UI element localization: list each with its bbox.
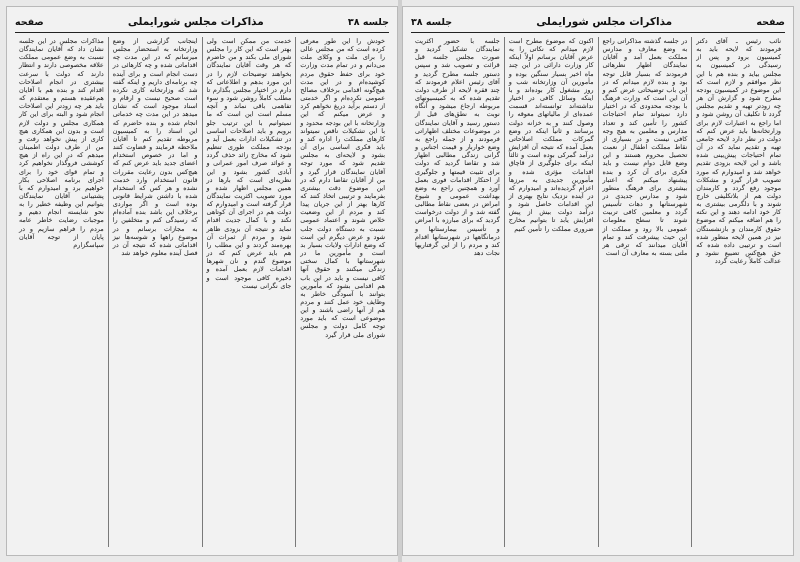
right-page-section-label: صفحه <box>756 16 785 28</box>
left-column-1: خودش را این طور معرفی کرده است که من مجلس عالی را برای ملت و وکلای ملت می‌دانم و در تمام مدت وزارت خود برای حفظ حقوق مردم کوشیده‌ام و در این مدت هیچ‌گونه اقدامی برخلاف مصالح عمومی نکرده‌ام و اگر خدمتی از دستم برآید دریغ نخواهم کرد و عرض میکنم که این وزارتخانه با این بودجه محدود و با این تشکیلات ناقص نمیتواند کارهای مملکت را اداره کند و باید فکری اساسی برای آن بشود و لایحه‌ای به مجلس تقدیم شود که مورد توجه آقایان نمایندگان قرار گیرد و من از آقایان تقاضا دارم که در این موضوع دقت بیشتری بفرمایند و ترتیبی اتخاذ کنند که کارها بهتر از این جریان پیدا کند و مردم از این وضعیت خلاص شوند و اعتماد عمومی نسبت به دستگاه دولت جلب شود و عرض دیگرم این است که وضع ادارات ولایات بسیار بد است و مأمورین ما در شهرستانها با کمال سختی زندگی میکنند و حقوق آنها کافی نیست و باید در این باب هم اقدامی بشود که مأمورین بتوانند با آسودگی خاطر به وظایف خود عمل کنند و مردم هم از آنها راضی باشند و این موضوعی است که باید مورد توجه کامل دولت و مجلس شورای ملی قرار گیرد <box>300 37 385 339</box>
left-page-header <box>15 13 389 31</box>
right-page-header <box>411 13 785 31</box>
left-page-title: مذاکرات مجلس شورایملی <box>127 16 264 28</box>
right-column-4: جلسه با حضور اکثریت نمایندگان تشکیل گردید و صورت مجلس جلسه قبل قرائت و تصویب شد و سپس دستور جلسه مطرح گردید و آقای رئیس اعلام فرمودند که چند فقره لایحه از طرف دولت تقدیم شده که به کمیسیونهای مربوطه ارجاع میشود و آنگاه نوبت به نطق‌های قبل از دستور رسید و آقایان نمایندگان در موضوعات مختلف اظهاراتی فرمودند و از جمله راجع به وضع خواربار و قیمت اجناس و گرانی زندگی مطالبی اظهار شد و تقاضا گردید که دولت برای تثبیت قیمتها و جلوگیری از احتکار اقدامات فوری بعمل آورد و همچنین راجع به وضع بهداشت عمومی و شیوع امراض در بعضی نقاط مطالبی گفته شد و از دولت درخواست گردید که برای مبارزه با امراض و تأسیس بیمارستانها و درمانگاهها در شهرستانها اقدام کند و مردم را از این گرفتاریها نجات دهد <box>411 37 505 547</box>
right-column-1: نائب رئیس ـ آقای دکتر فرمودند که لایحه باید به کمیسیون برود و پس از رسیدگی در کمیسیون به مجلس بیاید و بنده هم با این نظر موافقم و لازم است که این موضوع در کمیسیون بودجه مطرح شود و گزارش آن هر چه زودتر تهیه و تقدیم مجلس گردد تا تکلیف آن روشن شود و اما راجع به اعتبارات لازم برای وزارتخانه‌ها باید عرض کنم که دولت در نظر دارد لایحه جامعی تهیه و تقدیم نماید که در آن تمام احتیاجات پیش‌بینی شده باشد و این لایحه بزودی تقدیم خواهد شد و امیدوارم که مورد تصویب قرار گیرد و مشکلات موجود رفع گردد و کارمندان دولت هم از بلاتکلیفی خارج شوند و با دلگرمی بیشتری به کار خود ادامه دهند و این نکته را هم اضافه میکنم که موضوع حقوق کارمندان و بازنشستگان نیز در همین لایحه منظور شده است و ترتیبی داده شده که حق هیچ‌کس تضییع نشود و عدالت کاملاً رعایت گردد <box>696 37 781 266</box>
right-column-3: اکنون که موضوع مطرح است لازم میدانم که نکاتی را به عرض آقایان برسانم اولاً اینکه کار وزارت دارائی در این چند ماه اخیر بسیار سنگین بوده و مأمورین آن وزارتخانه شب و روز مشغول کار بوده‌اند و با اینکه وسائل کافی در اختیار نداشته‌اند توانسته‌اند قسمت عمده‌ای از مالیاتهای معوقه را وصول کنند و به خزانه دولت برسانند و ثانیاً اینکه در وضع گمرکات مملکت اصلاحاتی بعمل آمده که نتیجه آن افزایش درآمد گمرکی بوده است و ثالثاً اینکه برای جلوگیری از قاچاق اقدامات مؤثری شده و مأمورین جدیدی به مرزها اعزام گردیده‌اند و امیدوارم که در آینده نزدیک نتایج بهتری از این اقدامات حاصل شود و درآمد دولت بیش از پیش افزایش یابد تا بتوانیم مخارج ضروری مملکت را تأمین کنیم <box>505 37 599 547</box>
right-header-rule <box>411 32 785 33</box>
left-column-3: اینجانب گزارشی از وضع وزارتخانه به استحضار مجلس میرسانم که در این مدت چه اقداماتی شده و چه کارهائی در دست انجام است و برای آینده چه برنامه‌ای داریم و اینکه گفته شد که وزارتخانه کاری نکرده است صحیح نیست و ارقام و اسناد موجود است که نشان میدهد در این مدت چه خدماتی انجام شده و بنده حاضرم که این اسناد را به کمیسیون مربوطه تقدیم کنم تا آقایان ملاحظه فرمایند و قضاوت کنند و اما در خصوص استخدام اعضای جدید باید عرض کنم که هیچ‌کس بدون رعایت مقررات قانون استخدام وارد خدمت نشده و هر کس که استخدام شده با داشتن شرایط قانونی بوده است و اگر مواردی برخلاف این باشد بنده آماده‌ام که رسیدگی کنم و متخلفین را به مجازات برسانم و در موضوع راهها و شوسه‌ها نیز اقداماتی شده که نتیجه آن در فصل آینده معلوم خواهد شد <box>109 37 203 547</box>
right-page-number: جلسه ۳۸ <box>411 16 453 28</box>
right-page-title: مذاکرات مجلس شورایملی <box>536 16 673 28</box>
right-column-2: در جلسه گذشته مذاکراتی راجع به وضع معارف و مدارس مملکت بعمل آمد و آقایان نمایندگان اظهار نظرهائی فرمودند که بسیار قابل توجه بود و بنده لازم میدانم که در این باب توضیحاتی عرض کنم و آن این است که وزارت فرهنگ با بودجه محدودی که در اختیار دارد نمیتواند تمام احتیاجات کشور را تأمین کند و تعداد مدارس و معلمین به هیچ وجه کافی نیست و در بسیاری از نقاط مملکت اطفال از نعمت تحصیل محروم هستند و این وضع قابل دوام نیست و باید فکری برای آن کرد و بنده پیشنهاد میکنم که اعتبار بیشتری برای فرهنگ منظور شود و مدارس جدیدی در شهرستانها و دهات تأسیس گردد و معلمین کافی تربیت شوند تا سطح معلومات عمومی بالا رود و مملکت از این حیث پیشرفت کند و تمام آقایان میدانند که ترقی هر ملتی بسته به معارف آن است <box>599 37 693 547</box>
left-page-number: جلسه ۳۸ <box>347 16 389 28</box>
left-page-columns <box>15 37 389 547</box>
left-page <box>6 6 398 556</box>
left-column-4: مذاکرات مجلس در این جلسه نشان داد که آقایان نمایندگان نسبت به وضع عمومی مملکت علاقه مخصوصی دارند و انتظار دارند که دولت با سرعت بیشتری در انجام اصلاحات اقدام کند و بنده هم با آقایان هم‌عقیده هستم و معتقدم که باید هر چه زودتر این اصلاحات انجام شود و البته برای این کار همکاری مجلس و دولت لازم است و بدون این همکاری هیچ کاری از پیش نخواهد رفت و من از طرف دولت اطمینان میدهم که در این راه از هیچ کوششی فروگذار نخواهیم کرد و تمام قوای خود را برای اجرای برنامه اصلاحی بکار خواهیم برد و امیدوارم که با پشتیبانی آقایان نمایندگان بتوانیم این وظیفه خطیر را به نحو شایسته انجام دهیم و موجبات رضایت خاطر عامه مردم را فراهم سازیم و در پایان از توجه آقایان سپاسگزارم <box>15 37 109 547</box>
left-column-2: خدمت من ممکن است ولی بهتر است که این کار را مجلس شورای ملی بکند و من حاضرم که هر وقت آقایان نمایندگان بخواهند توضیحات لازم را در این مورد بدهم و اطلاعاتی که دارم در اختیار مجلس بگذارم تا مطلب کاملاً روشن شود و سوء تفاهمی باقی نماند و آنچه مسلم است این است که ما نمیتوانیم با این ترتیب جلو برویم و باید اصلاحات اساسی در تشکیلات ادارات بعمل آید و بودجه مملکت طوری تنظیم شود که مخارج زائد حذف گردد و عوائد صرف امور عمرانی و آبادی کشور بشود و این نظریه‌ای است که بارها در همین مجلس اظهار شده و مورد تصویب اکثریت نمایندگان قرار گرفته است و امیدوارم که دولت هم در اجرای آن کوتاهی نکند و با کمال جدیت اقدام نماید و نتیجه آن بزودی ظاهر شود و مردم از ثمرات آن بهره‌مند گردند و این مطلب را هم باید عرض کنم که در موضوع گندم و نان شهرها اقدامات لازم بعمل آمده و ذخیره کافی موجود است و جای نگرانی نیست <box>203 37 297 547</box>
left-header-rule <box>15 32 389 33</box>
right-page <box>402 6 794 556</box>
right-page-columns <box>411 37 785 547</box>
left-page-section-label: صفحه <box>15 16 44 28</box>
